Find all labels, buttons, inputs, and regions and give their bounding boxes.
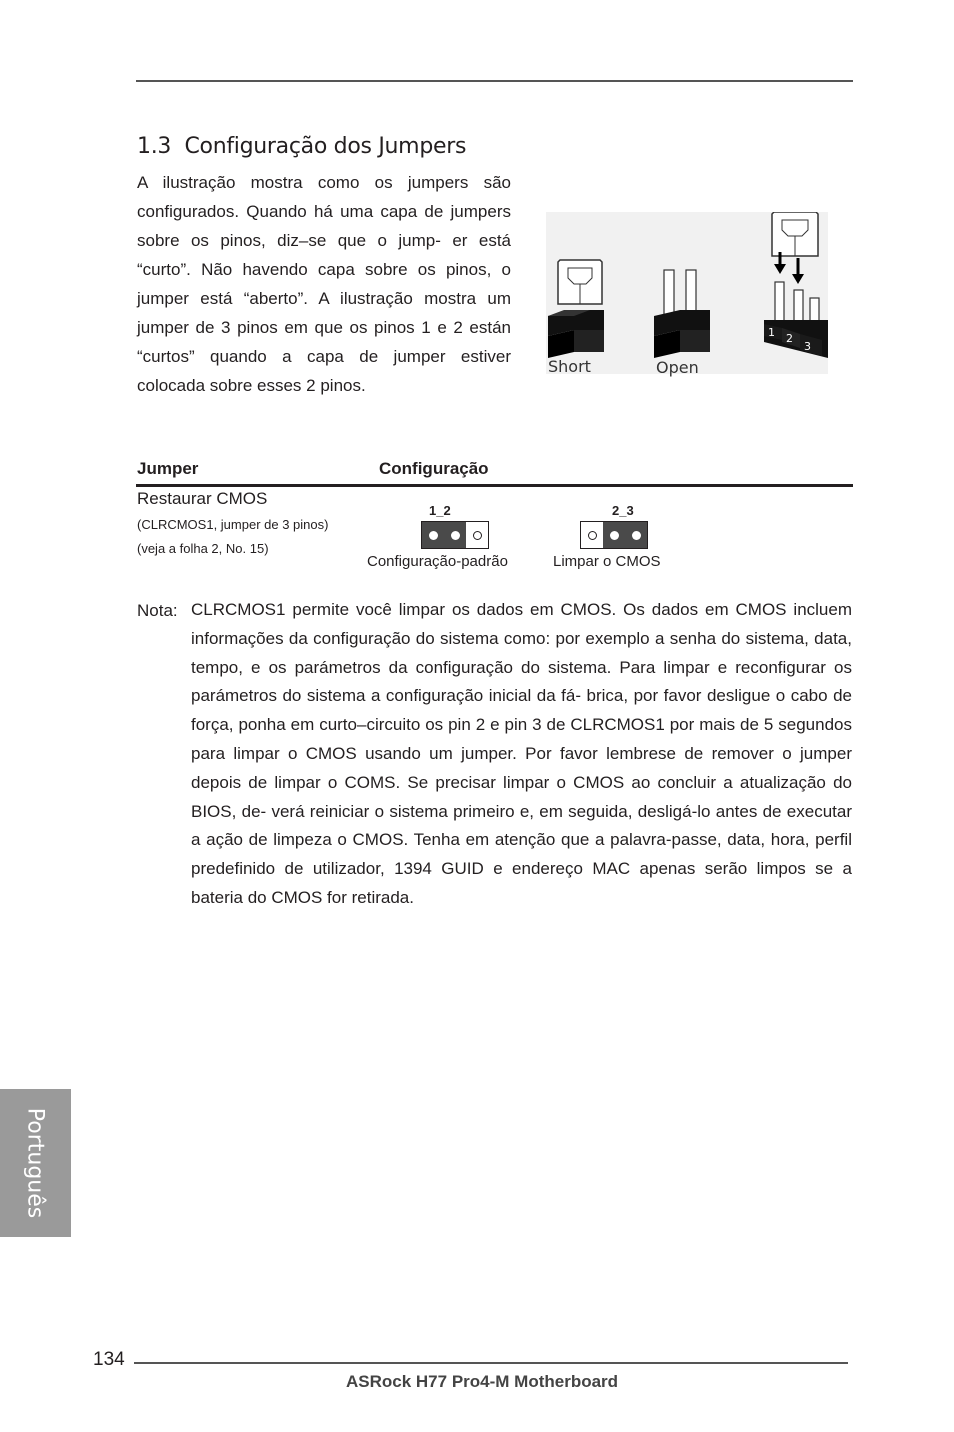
open-label: Open (656, 358, 699, 377)
config-clear-caption: Limpar o CMOS (553, 553, 661, 570)
config-default-caption: Configuração-padrão (367, 553, 508, 570)
pin-shorted (422, 522, 444, 548)
section-number: 1.3 (137, 134, 172, 159)
pin-open (466, 522, 488, 548)
pin-number-1: 1 (768, 326, 775, 339)
pin-open (581, 522, 603, 548)
note-text: CLRCMOS1 permite você limpar os dados em CMOS. Os dados em CMOS incluem informações da configuração do sistema como: por exemplo a senha do sistema, data, tempo, e os parámetros da configuração do sistema. Para limpar e reconfigurar os parámetros do sistema a configuração inicial da fá- brica, por favor desligue o cabo de força, ponha em curto–circuito os pin 2 e pin 3 de CLRCMOS1 por mais de 5 segundos para limpar o CMOS usando um jumper. Por favor lembrese de remover o jumper depois de limpar o COMS. Se precisar limpar o CMOS ao concluir a atualização do BIOS, de- verá reiniciar o sistema primeiro e, em seguida, desligá-lo antes de executar a ação de limpeza o CMOS. Tenha em atenção que a palavra-passe, data, hora, perfil predefinido de utilizador, 1394 GUID e endereço MAC apenas serão limpos se a bateria do CMOS for retirada. (191, 600, 852, 907)
config-clear-pins-label: 2_3 (612, 503, 634, 518)
pin-diagram-clear (580, 521, 648, 549)
jumper-illustration (546, 212, 828, 377)
pin-shorted (625, 522, 647, 548)
open-jumper-graphic (654, 270, 710, 358)
table-header-jumper: Jumper (137, 459, 199, 478)
config-default-pins-label: 1_2 (429, 503, 451, 518)
row-jumper-detail: (CLRCMOS1, jumper de 3 pinos) (137, 517, 329, 532)
bottom-rule (134, 1362, 848, 1364)
row-jumper-reference: (veja a folha 2, No. 15) (137, 541, 269, 556)
page-number: 134 (93, 1349, 125, 1370)
pin-shorted (444, 522, 466, 548)
table-rule (136, 484, 853, 487)
table-header-configuration: Configuração (379, 459, 489, 478)
footer-title: ASRock H77 Pro4-M Motherboard (346, 1372, 619, 1391)
section-title (137, 134, 466, 159)
top-rule (136, 80, 853, 82)
note-label: Nota: (137, 601, 178, 620)
language-side-tab (0, 1089, 71, 1237)
three-pin-jumper-graphic (764, 212, 828, 358)
pin-diagram-default (421, 521, 489, 549)
pin-shorted (603, 522, 625, 548)
section-heading: Configuração dos Jumpers (184, 134, 467, 159)
row-jumper-name: Restaurar CMOS (137, 489, 268, 508)
short-label: Short (548, 357, 591, 376)
pin-number-3: 3 (804, 340, 811, 353)
pin-number-2: 2 (786, 332, 793, 345)
short-jumper-graphic (548, 260, 604, 358)
intro-paragraph: A ilustração mostra como os jumpers são configurados. Quando há uma capa de jumpers sobre os pinos, diz–se que o jump- er está “curto”. Não havendo capa sobre os pinos, o jumper está “aberto”. A ilustração mostra um jumper de 3 pinos em que os pinos 1 e 2 están “curtos” quando a capa de jumper estiver colocada sobre esses 2 pinos. (137, 173, 511, 395)
jumper-illustration-svg (546, 212, 828, 374)
language-label: Português (22, 1107, 48, 1219)
